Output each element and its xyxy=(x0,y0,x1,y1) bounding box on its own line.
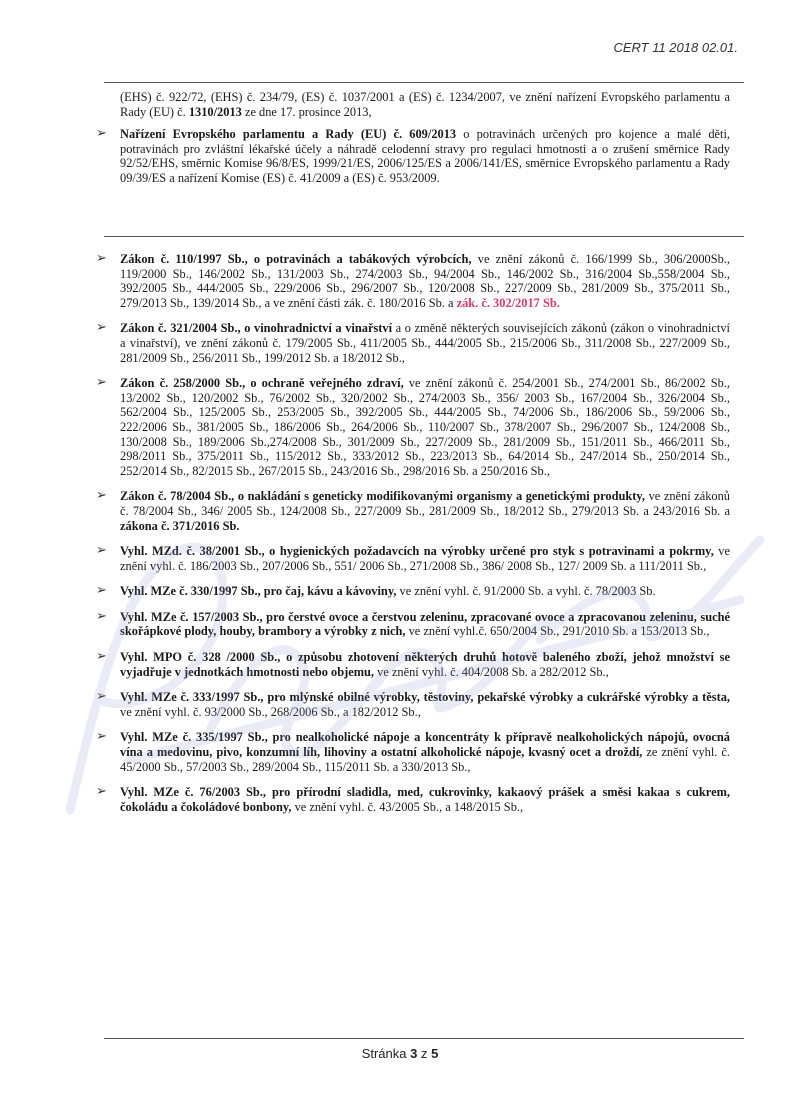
item-title: Vyhl. MZe č. 333/1997 Sb., pro mlýnské obilné výrobky, těstoviny, pekařské výrobky a cukrářské výrobky a těsta, xyxy=(120,690,730,705)
item-text: ve znění vyhl. č. 93/2000 Sb., 268/2006 Sb., a 182/2012 Sb., xyxy=(120,704,421,719)
list-item xyxy=(96,320,730,365)
item-text: ve znění vyhl. č. 404/2008 Sb. a 282/2012 Sb., xyxy=(374,664,609,679)
item-title: Vyhl. MZe č. 330/1997 Sb., pro čaj, kávu a kávoviny, xyxy=(120,584,397,599)
list-item xyxy=(96,583,730,599)
legislation-list xyxy=(96,251,731,825)
item-title: Nařízení Evropského parlamentu a Rady (EU) č. 609/2013 xyxy=(120,127,457,142)
item-text: ve znění zákonů č. 254/2001 Sb., 274/2001 Sb., 86/2002 Sb., 13/2002 Sb., 120/2002 Sb., 76/2002 Sb., 320/2002 Sb., 274/2003 Sb., 356/ 2003 Sb., 167/2004 Sb., 326/2004 Sb., 562/2004 Sb., 125/2005 Sb., 253/2005 Sb., 392/2005 Sb., 444/2005 Sb., 74/2006 Sb., 186/2006 Sb., 59/2006 Sb., 222/2006 Sb., 381/2005 Sb., 186/2006 Sb., 264/2006 Sb., 110/2007 Sb., 378/2007 Sb., 296/2007 Sb., 124/2008 Sb., 130/2008 Sb., 189/2006 Sb.,274/2008 Sb., 301/2009 Sb., 227/2009 Sb., 281/2009 Sb., 151/2011 Sb., 466/2011 Sb., 298/2011 Sb., 375/2011 Sb., 115/2012 Sb., 333/2012 Sb., 223/2013 Sb., 64/2014 Sb., 247/2014 Sb., 250/2014 Sb., 252/2014 Sb., 82/2015 Sb., 267/2015 Sb., 243/2016 Sb., 298/2016 Sb. a 250/2016 Sb., xyxy=(120,376,730,478)
item-title: Vyhl. MZe č. 76/2003 Sb., pro přírodní sladidla, med, cukrovinky, kakaový prášek a směsi kakaa s cukrem, čokoládu a čokoládové bonbony, xyxy=(120,785,730,814)
arrow-bullet-icon: ➢ xyxy=(96,126,107,142)
page-footer xyxy=(0,1046,800,1061)
top-section xyxy=(96,90,730,186)
arrow-bullet-icon: ➢ xyxy=(96,251,107,266)
arrow-bullet-icon: ➢ xyxy=(96,320,107,336)
arrow-bullet-icon: ➢ xyxy=(96,488,107,504)
item-text: a o změně některých souvisejících zákonů (zákon o vinohradnictví a vinařství), ve znění zákonů č. 179/2005 Sb., 411/2005 Sb., 444/2005 Sb., 215/2006 Sb., 311/2008 Sb., 227/2009 Sb., 281/2009 Sb., 256/2011 Sb., 199/2012 Sb. a 18/2012 Sb., xyxy=(120,321,730,365)
arrow-bullet-icon: ➢ xyxy=(96,375,107,391)
arrow-bullet-icon: ➢ xyxy=(96,649,107,665)
item-title: Vyhl. MZe č. 335/1997 Sb., pro nealkoholické nápoje a koncentráty k přípravě nealkoholických nápojů, ovocná vína a medovinu, pivo, konzumní líh, lihoviny a ostatní alkoholické nápoje, kvasný ocet a droždí, xyxy=(120,730,730,760)
page-separator: z xyxy=(417,1046,432,1061)
continuation-tail: ze dne 17. prosince 2013, xyxy=(241,104,372,119)
page-total: 5 xyxy=(431,1046,439,1061)
item-title: Zákon č. 110/1997 Sb., o potravinách a tabákových výrobcích, xyxy=(120,252,472,266)
item-text: ze znění vyhl. č. 45/2000 Sb., 57/2003 Sb., 289/2004 Sb., 115/2011 Sb. a 330/2013 Sb., xyxy=(120,745,730,774)
list-item xyxy=(96,649,730,679)
item-text: ve znění vyhl.č. 650/2004 Sb., 291/2010 Sb. a 153/2013 Sb., xyxy=(405,624,710,639)
item-text: ve znění vyhl. č. 43/2005 Sb., a 148/2015 Sb., xyxy=(291,799,524,814)
list-item xyxy=(96,689,730,719)
list-item xyxy=(96,126,730,185)
list-item xyxy=(96,729,730,774)
continuation-text: (EHS) č. 922/72, (EHS) č. 234/79, (ES) č. 1037/2001 a (ES) č. 1234/2007, ve znění nařízení Evropského parlamentu a Rady (EU) č. xyxy=(120,90,730,119)
arrow-bullet-icon: ➢ xyxy=(96,543,107,559)
list-item xyxy=(96,608,730,639)
continuation-bold: 1310/2013 xyxy=(188,104,242,119)
item-text: ve znění zákonů č. 78/2004 Sb., 346/ 2005 Sb., 124/2008 Sb., 227/2009 Sb., 281/2009 Sb., 18/2012 Sb., 279/2013 Sb. a 243/2016 Sb. a xyxy=(120,489,730,518)
page-number: 3 xyxy=(410,1046,418,1061)
item-title: Zákon č. 258/2000 Sb., o ochraně veřejného zdraví, xyxy=(120,376,404,391)
item-text: ve znění vyhl. č. 186/2003 Sb., 207/2006 Sb., 551/ 2006 Sb., 271/2008 Sb., 386/ 2008 Sb., 127/ 2009 Sb. a 111/2011 Sb., xyxy=(120,544,731,573)
page-label: Stránka xyxy=(361,1046,411,1061)
item-title: Vyhl. MZd. č. 38/2001 Sb., o hygienických požadavcích na výrobky určené pro styk s potravinami a pokrmy, xyxy=(120,544,714,559)
item-title: Vyhl. MZe č. 157/2003 Sb., pro čerstvé ovoce a čerstvou zeleninu, zpracované ovoce a zpracovanou zeleninu, suché skořápkové plody, houby, brambory a výrobky z nich, xyxy=(120,609,730,639)
section-divider xyxy=(104,236,744,237)
list-item xyxy=(96,251,730,310)
arrow-bullet-icon: ➢ xyxy=(96,729,107,745)
list-item xyxy=(96,375,730,478)
footer-rule xyxy=(104,1038,744,1039)
header-rule xyxy=(104,82,744,83)
list-item xyxy=(96,784,730,814)
list-item xyxy=(96,488,730,533)
document-code: CERT 11 2018 02.01. xyxy=(613,40,738,55)
highlighted-amendment: zák. č. 302/2017 Sb. xyxy=(456,295,560,310)
list-item xyxy=(96,543,731,573)
arrow-bullet-icon: ➢ xyxy=(96,608,107,624)
arrow-bullet-icon: ➢ xyxy=(96,784,107,800)
arrow-bullet-icon: ➢ xyxy=(96,583,107,599)
item-bold-suffix: zákona č. 371/2016 Sb. xyxy=(120,518,240,533)
item-text: o potravinách určených pro kojence a malé děti, potravinách pro zvláštní lékařské účely a náhradě celodenní stravy pro regulaci hmotnosti a o zrušení směrnice Rady 92/52/EHS, směrnic Komise 96/8/ES, 1999/21/ES, 2006/125/ES a 2006/141/ES, směrnice Evropského parlamentu a Rady 09/39/ES a nařízení Komise (ES) č. 41/2009 a (ES) č. 953/2009. xyxy=(120,127,730,185)
item-title: Vyhl. MPO č. 328 /2000 Sb., o způsobu zhotovení některých druhů hotově baleného zboží, jehož množství se vyjadřuje v jednotkách hmotnosti nebo objemu, xyxy=(120,650,730,679)
item-text: ve znění vyhl. č. 91/2000 Sb. a vyhl. č. 78/2003 Sb. xyxy=(396,584,656,599)
item-title: Zákon č. 78/2004 Sb., o nakládání s geneticky modifikovanými organismy a genetickými produkty, xyxy=(120,489,646,504)
continuation-paragraph xyxy=(120,90,730,119)
item-title: Zákon č. 321/2004 Sb., o vinohradnictví a vinařství xyxy=(120,321,393,336)
arrow-bullet-icon: ➢ xyxy=(96,689,107,705)
item-text: ve znění zákonů č. 166/1999 Sb., 306/2000Sb., 119/2000 Sb., 146/2002 Sb., 131/2003 Sb., 274/2003 Sb., 94/2004 Sb., 146/2002 Sb., 316/2004 Sb.,558/2004 Sb., 392/2005 Sb., 444/2005 Sb., 229/2006 Sb., 296/2007 Sb., 120/2008 Sb., 227/2009 Sb., 281/2009 Sb., 375/2011 Sb., 279/2013 Sb., 139/2014 Sb., a ve znění části zák. č. 180/2016 Sb. a xyxy=(120,252,730,310)
